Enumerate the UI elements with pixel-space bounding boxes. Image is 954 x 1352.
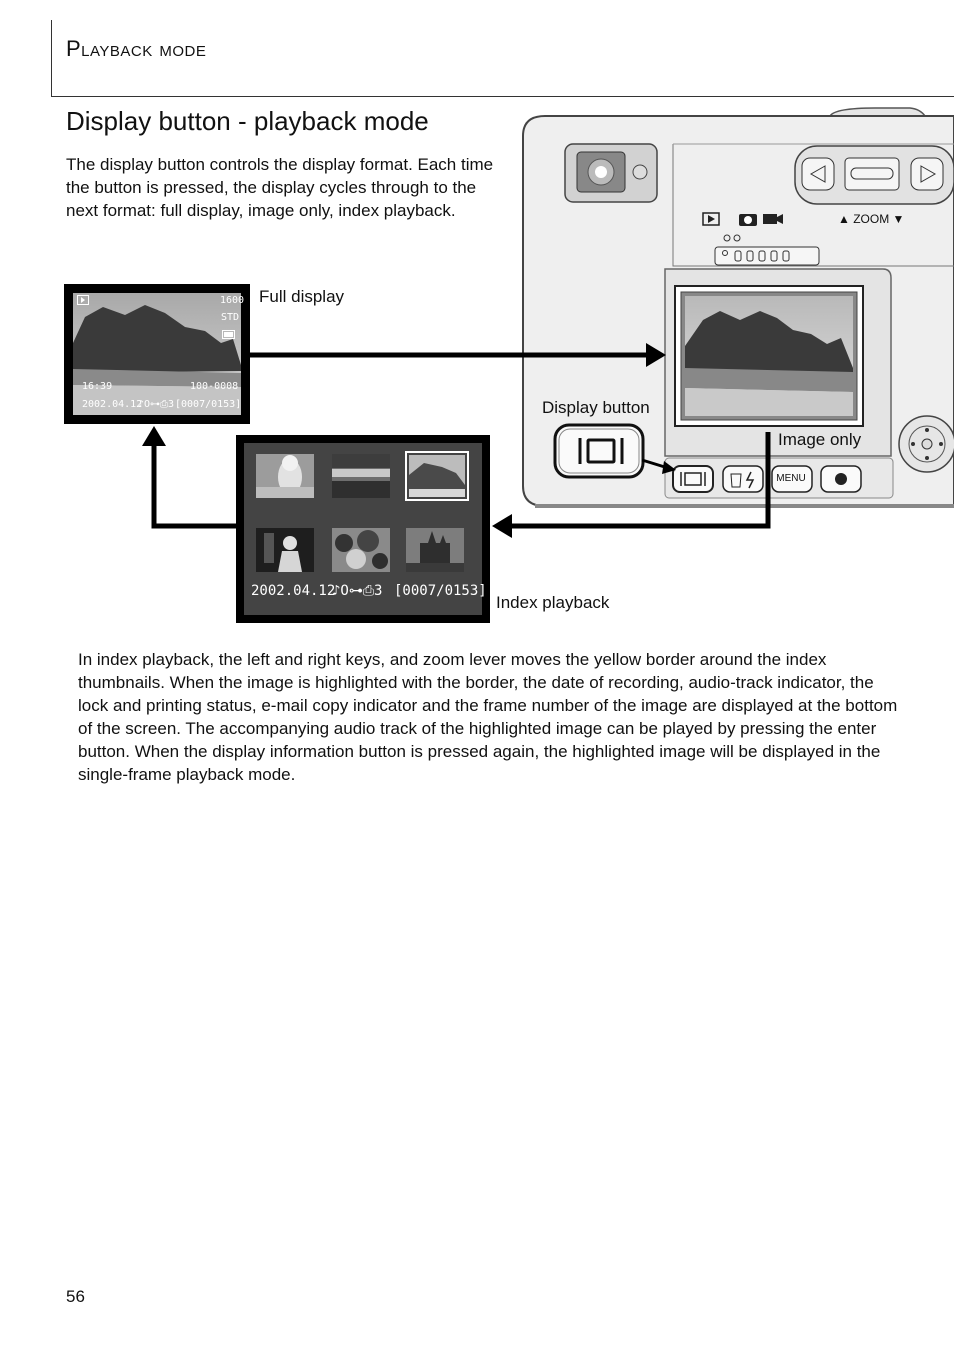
frame-number-indicator: [0007/0153] <box>175 399 242 410</box>
image-size-indicator: 1600 <box>220 295 245 306</box>
page-number: 56 <box>66 1287 85 1306</box>
label-index-playback: Index playback <box>496 593 610 612</box>
section-header: Playback mode <box>66 36 207 61</box>
body-paragraph: In index playback, the left and right keys, and zoom lever moves the yellow border around the index thumbnails. When the image is highlighted with the border, the date of recording, audio-track indicator, the lock and printing status, e-mail copy indicator and the frame number of the image are displayed at the bottom of the screen. The accompanying audio track of the highlighted image can be played by pressing the enter button. When the display information button is pressed again, the highlighted image will be displayed in the single-frame playback mode. <box>78 650 898 784</box>
index-date: 2002.04.12 <box>251 583 336 599</box>
image-quality-indicator: STD <box>221 312 240 323</box>
page-title: Display button - playback mode <box>66 106 429 136</box>
arrow-index-to-full <box>154 446 236 526</box>
time-indicator: 16:39 <box>82 381 113 392</box>
label-display-button: Display button <box>542 398 650 417</box>
menu-button-label: MENU <box>776 473 806 484</box>
file-number-indicator: 100-0008 <box>190 381 239 392</box>
arrow-image-only-to-index <box>512 432 768 526</box>
label-image-only: Image only <box>778 430 862 449</box>
status-indicator: ♪O⊶⎙3 <box>138 399 175 410</box>
label-full-display: Full display <box>259 287 345 306</box>
index-frame-number: [0007/0153] <box>394 583 487 599</box>
zoom-lever-label: ▲ ZOOM ▼ <box>838 212 905 226</box>
index-status: ♪O⊶⎙3 <box>332 583 383 599</box>
date-indicator: 2002.04.12 <box>82 399 143 410</box>
intro-paragraph: The display button controls the display format. Each time the button is pressed, the display cycles through to the next format: full display, image only, index playback. <box>66 155 494 220</box>
